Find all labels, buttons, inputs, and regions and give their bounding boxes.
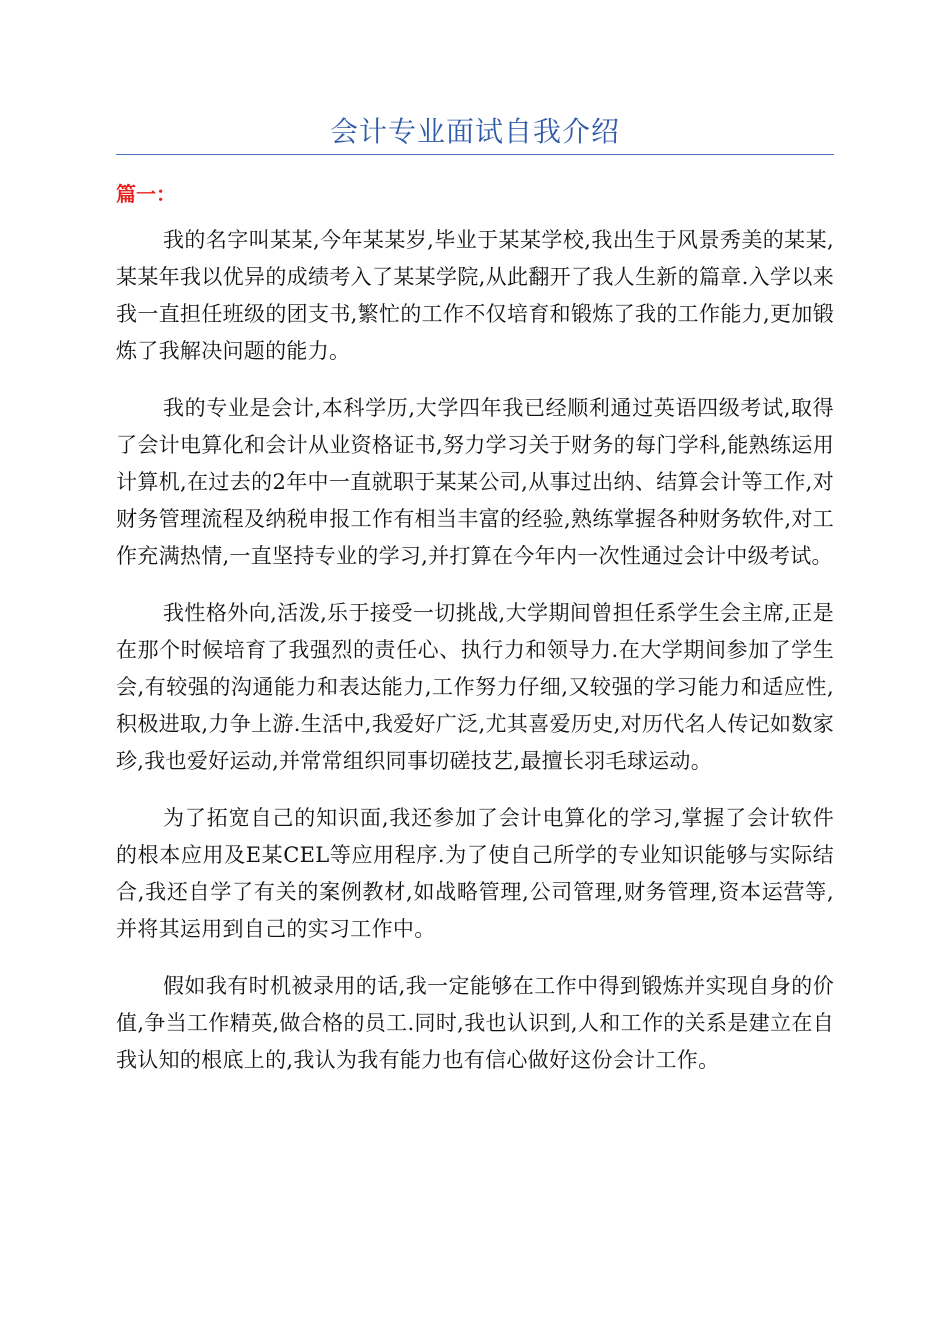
paragraph-2: 我的专业是会计,本科学历,大学四年我已经顺利通过英语四级考试,取得了会计电算化和会计从业资格证书,努力学习关于财务的每门学科,能熟练运用计算机,在过去的2年中一直就职于某某公司,从事过出纳、结算会计等工作,对财务管理流程及纳税申报工作有相当丰富的经验,熟练掌握各种财务软件,对工作充满热情,一直坚持专业的学习,并打算在今年内一次性通过会计中级考试。 (116, 396, 834, 568)
paragraph-5: 假如我有时机被录用的话,我一定能够在工作中得到锻炼并实现自身的价值,争当工作精英,做合格的员工.同时,我也认识到,人和工作的关系是建立在自我认知的根底上的,我认为我有能力也有信心做好这份会计工作。 (116, 974, 834, 1072)
paragraph-4: 为了拓宽自己的知识面,我还参加了会计电算化的学习,掌握了会计软件的根本应用及E某CEL等应用程序.为了使自己所学的专业知识能够与实际结合,我还自学了有关的案例教材,如战略管理,公司管理,财务管理,资本运营等,并将其运用到自己的实习工作中。 (116, 806, 834, 941)
document-body (116, 222, 834, 1099)
section-heading: 篇一： (116, 182, 176, 206)
title-underline (116, 154, 834, 155)
paragraph-1: 我的名字叫某某,今年某某岁,毕业于某某学校,我出生于风景秀美的某某,某某年我以优异的成绩考入了某某学院,从此翻开了我人生新的篇章.入学以来我一直担任班级的团支书,繁忙的工作不仅培育和锻炼了我的工作能力,更加锻炼了我解决问题的能力。 (116, 228, 834, 363)
paragraph-3: 我性格外向,活泼,乐于接受一切挑战,大学期间曾担任系学生会主席,正是在那个时候培育了我强烈的责任心、执行力和领导力.在大学期间参加了学生会,有较强的沟通能力和表达能力,工作努力仔细,又较强的学习能力和适应性,积极进取,力争上游.生活中,我爱好广泛,尤其喜爱历史,对历代名人传记如数家珍,我也爱好运动,并常常组织同事切磋技艺,最擅长羽毛球运动。 (116, 601, 834, 773)
page-title: 会计专业面试自我介绍 (329, 115, 620, 148)
